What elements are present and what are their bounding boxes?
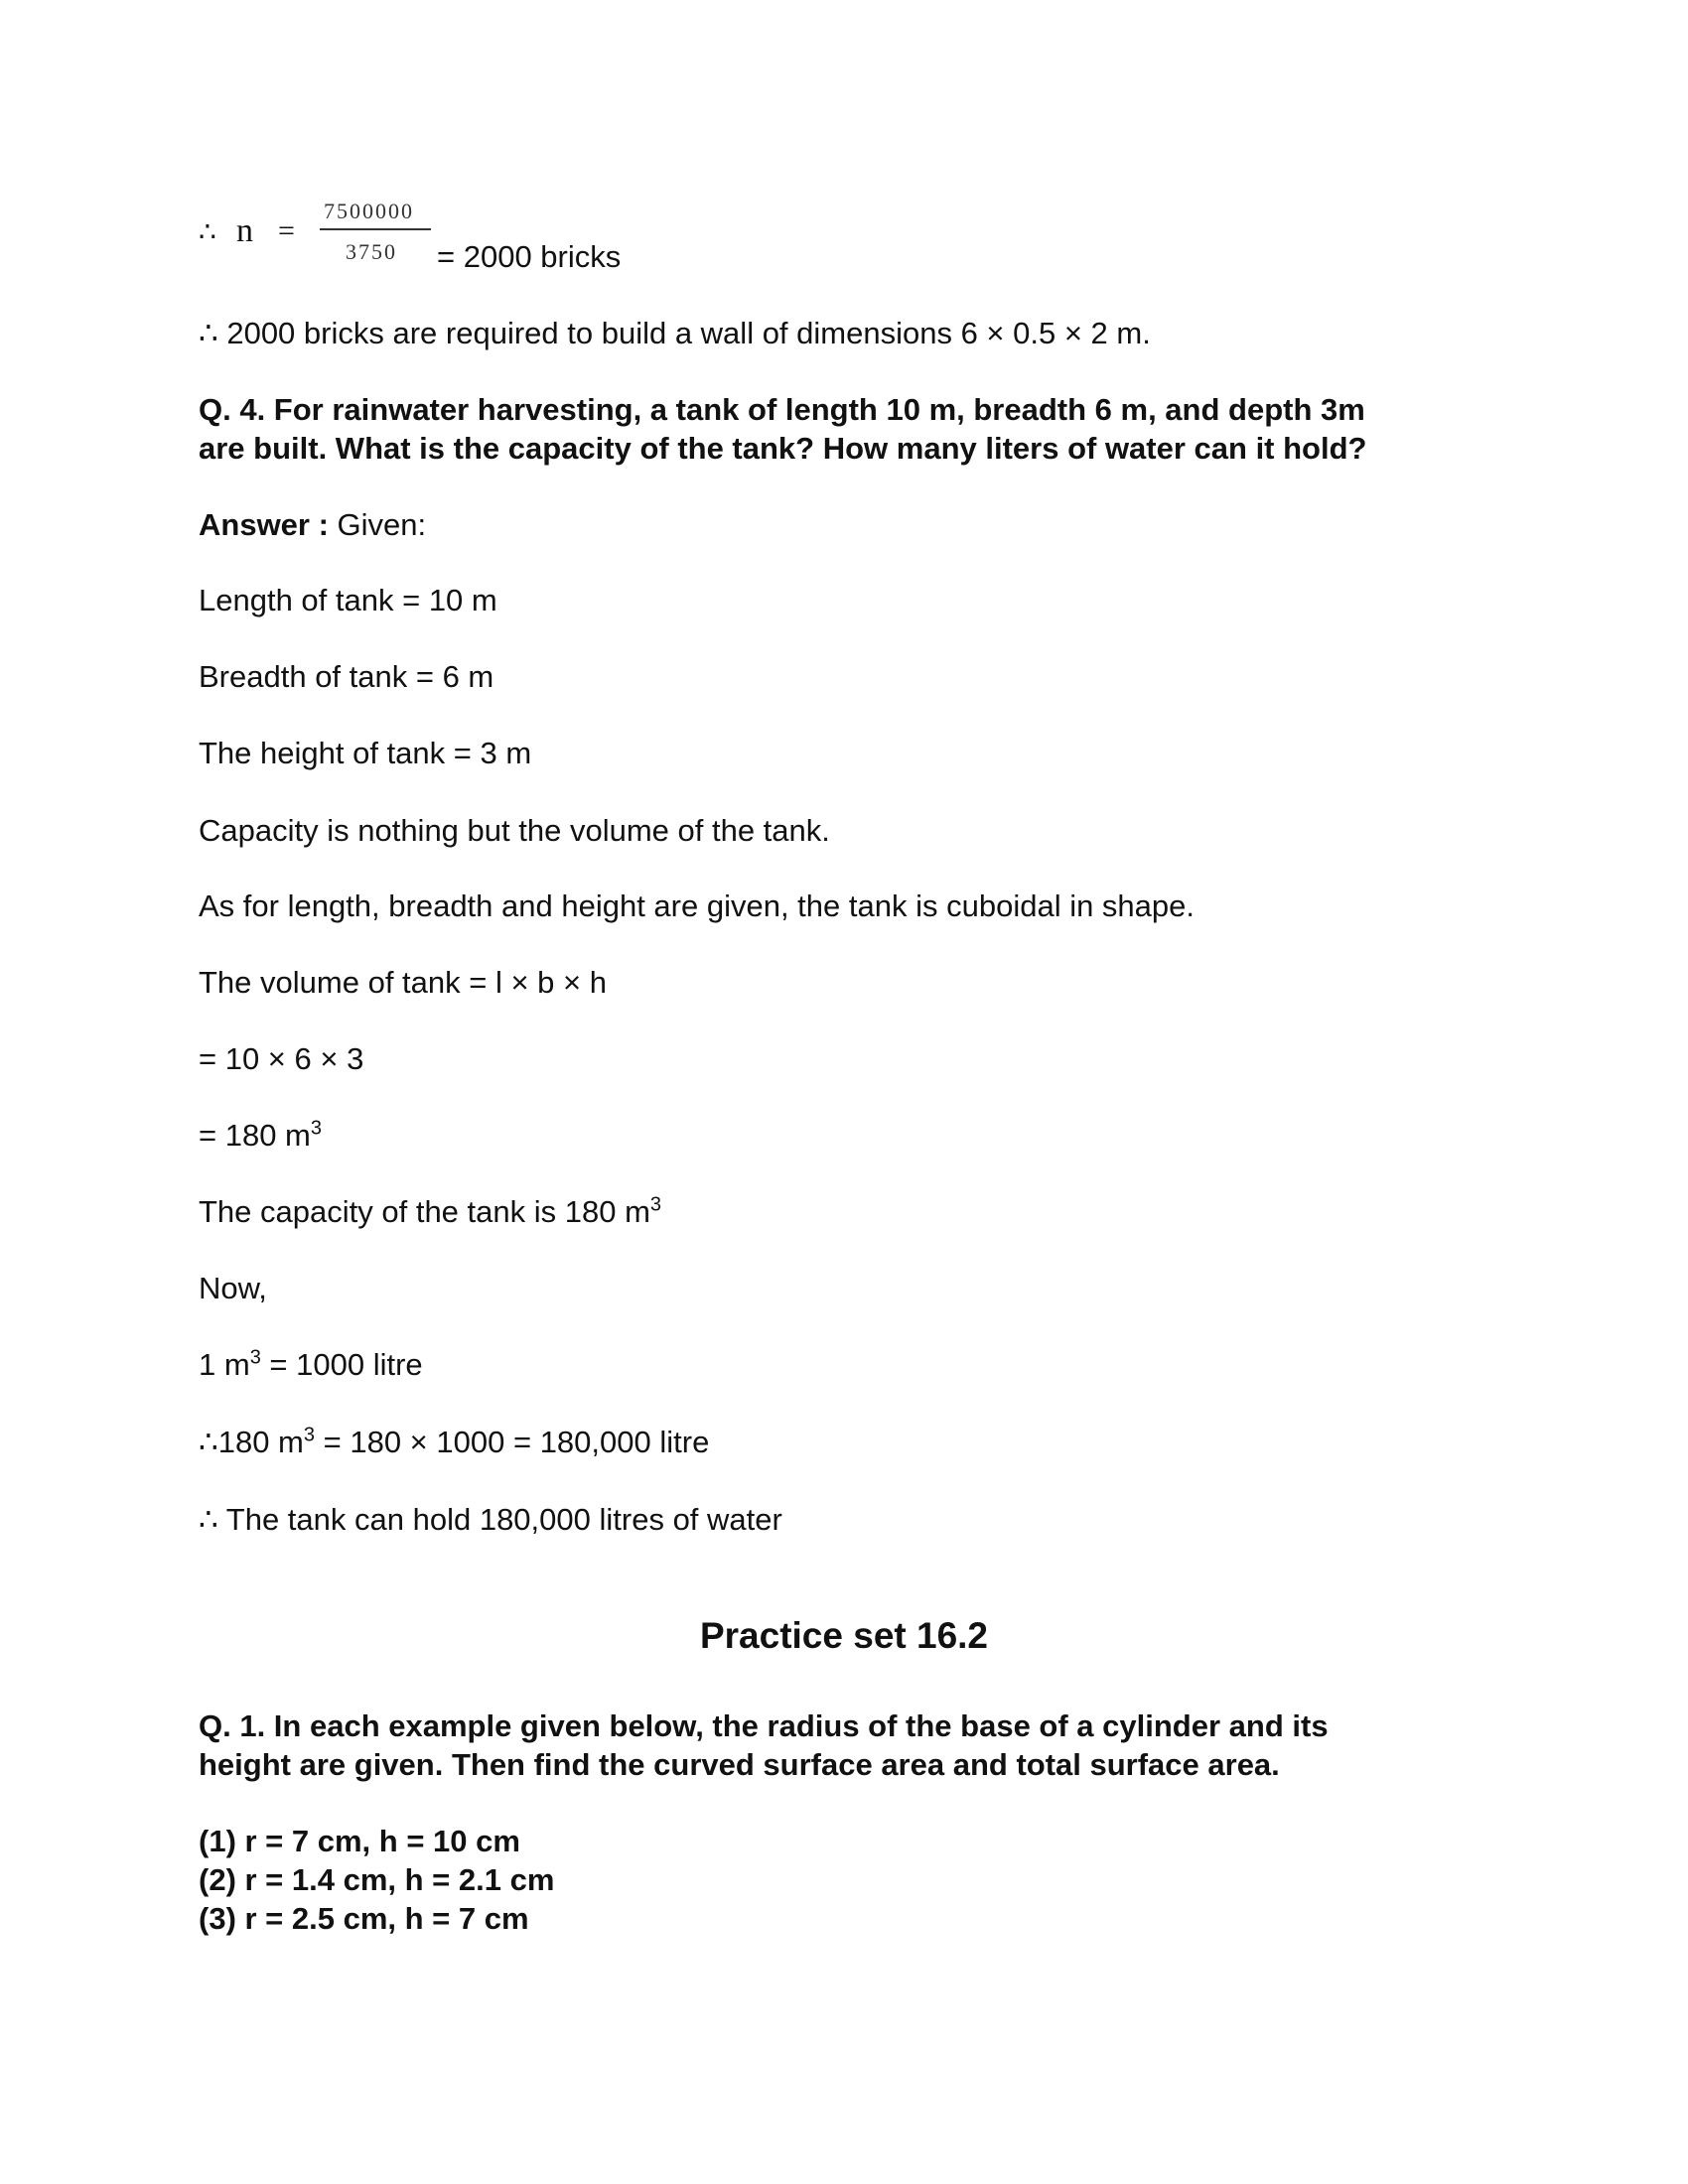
- capacity-result-text: The capacity of the tank is 180 m: [199, 1194, 650, 1229]
- fraction-result: = 2000 bricks: [437, 239, 622, 274]
- capacity-definition: Capacity is nothing but the volume of the tank.: [199, 813, 830, 848]
- conversion-pre: 1 m: [199, 1347, 250, 1382]
- now-line: Now,: [199, 1271, 267, 1305]
- litre-calc-pre: ∴180 m: [199, 1425, 304, 1459]
- list-item: (3) r = 2.5 cm, h = 7 cm: [199, 1901, 529, 1936]
- litre-calc-post: = 180 × 1000 = 180,000 litre: [315, 1425, 710, 1459]
- answer-heading: [199, 506, 426, 544]
- volume-result: [199, 1117, 322, 1155]
- question-1: [199, 1706, 1509, 1784]
- volume-calculation: = 10 × 6 × 3: [199, 1041, 364, 1076]
- section-title: Practice set 16.2: [699, 1615, 989, 1656]
- question-4-line2: are built. What is the capacity of the tank? How many liters of water can it hold?: [199, 431, 1367, 466]
- fraction-bar: [320, 228, 431, 230]
- final-answer: ∴ The tank can hold 180,000 litres of water: [199, 1502, 782, 1537]
- breadth-line: Breadth of tank = 6 m: [199, 659, 494, 694]
- therefore-symbol: ∴: [199, 217, 216, 248]
- volume-result-text: = 180 m: [199, 1118, 311, 1153]
- question-1-line1: Q. 1. In each example given below, the radius of the base of a cylinder and its: [199, 1708, 1329, 1743]
- fraction-numerator: 7500000: [324, 199, 414, 223]
- question-4: [199, 390, 1509, 468]
- question-1-items: [199, 1822, 1509, 1938]
- question-1-line2: height are given. Then find the curved surface area and total surface area.: [199, 1747, 1280, 1782]
- superscript-3: 3: [303, 1424, 316, 1446]
- answer-label: Answer :: [199, 507, 329, 542]
- answer-given: Given:: [328, 507, 427, 542]
- question-4-line1: Q. 4. For rainwater harvesting, a tank of length 10 m, breadth 6 m, and depth 3m: [199, 392, 1365, 427]
- superscript-3: 3: [249, 1346, 261, 1369]
- conversion-line: [199, 1346, 423, 1384]
- volume-formula: The volume of tank = l × b × h: [199, 965, 607, 1000]
- variable-n: n: [236, 212, 253, 249]
- height-line: The height of tank = 3 m: [199, 736, 532, 770]
- capacity-result: [199, 1193, 661, 1231]
- superscript-3: 3: [649, 1193, 662, 1216]
- list-item: (1) r = 7 cm, h = 10 cm: [199, 1824, 520, 1858]
- superscript-3: 3: [310, 1117, 322, 1140]
- list-item: (2) r = 1.4 cm, h = 2.1 cm: [199, 1862, 555, 1897]
- fraction-denominator: 3750: [346, 239, 397, 264]
- length-line: Length of tank = 10 m: [199, 583, 497, 617]
- cuboid-statement: As for length, breadth and height are given, the tank is cuboidal in shape.: [199, 888, 1196, 923]
- litre-calculation: [199, 1424, 709, 1461]
- equals-sign: =: [278, 214, 295, 247]
- conversion-post: = 1000 litre: [260, 1347, 423, 1382]
- bricks-conclusion: ∴ 2000 bricks are required to build a wall of dimensions 6 × 0.5 × 2 m.: [199, 316, 1151, 350]
